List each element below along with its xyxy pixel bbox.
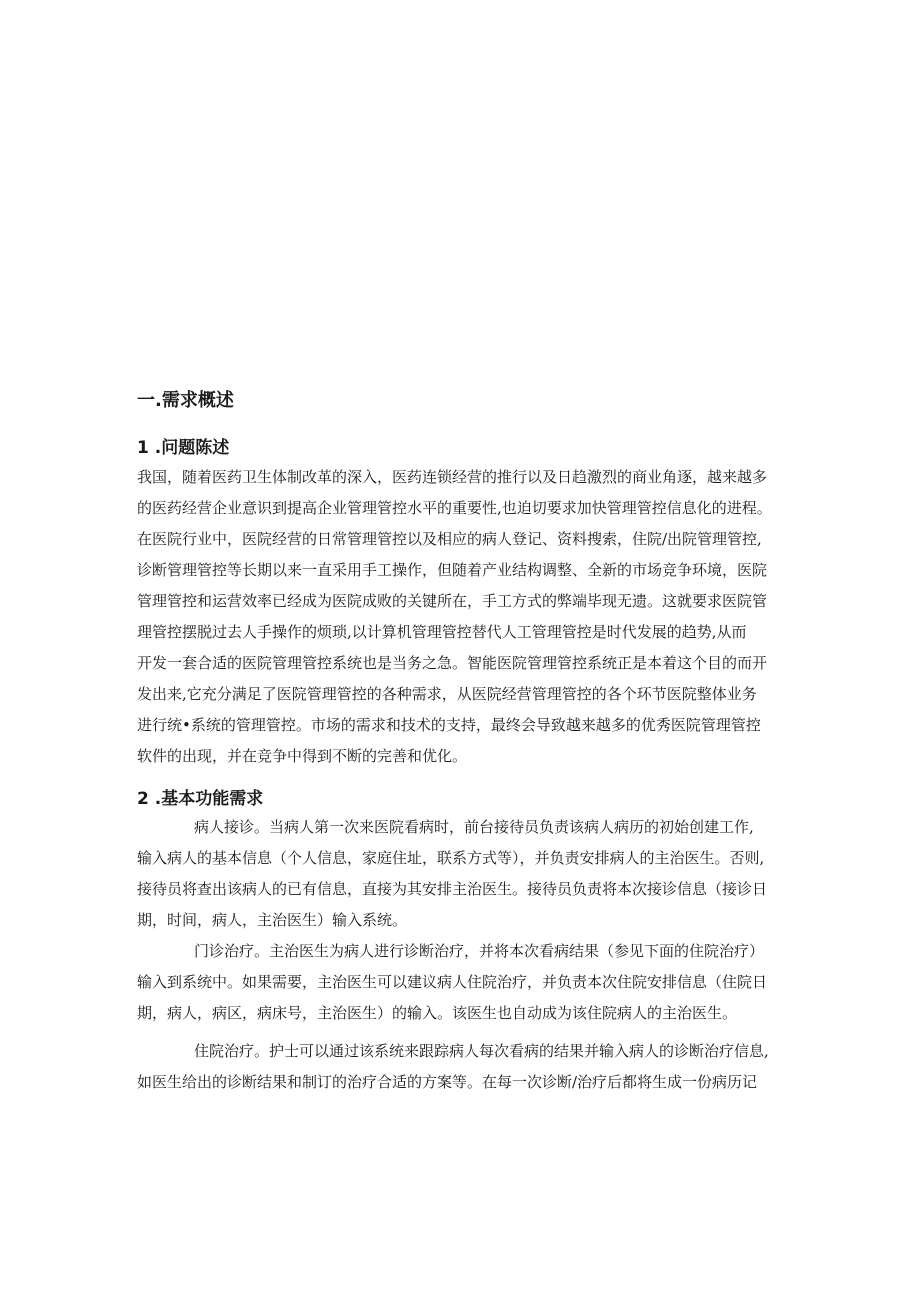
paragraph-line: 软件的出现，并在竞争中得到不断的完善和优化。 <box>137 747 468 765</box>
paragraph-line: 发出来,它充分满足了医院管理管控的各种需求，从医院经营管理管控的各个环节医院整体业务 <box>137 685 757 703</box>
paragraph-line: 我国，随着医药卫生体制改革的深入，医药连锁经营的推行以及日趋激烈的商业角逐，越来越多 <box>137 468 768 486</box>
paragraph-line: 进行统•系统的管理管控。市场的需求和技术的支持，最终会导致越来越多的优秀医院管理管控 <box>137 716 761 734</box>
paragraph-line: 的医药经营企业意识到提高企业管理管控水平的重要性,也迫切要求加快管理管控信息化的进程。 <box>137 499 772 517</box>
paragraph-line: 在医院行业中，医院经营的日常管理管控以及相应的病人登记、资料搜索，住院/出院管理管控, <box>137 530 762 548</box>
subsection-title-functions: 2 .基本功能需求 <box>137 789 264 809</box>
paragraph-line: 病人接诊。当病人第一次来医院看病时，前台接待员负责该病人病历的初始创建工作, <box>194 818 754 836</box>
paragraph-line: 诊断管理管控等长期以来一直采用手工操作，但随着产业结构调整、全新的市场竞争环境，医院 <box>137 561 768 579</box>
paragraph-line: 期，时间，病人，主治医生）输入系统。 <box>137 911 408 929</box>
paragraph-line: 输入病人的基本信息（个人信息，家庭住址，联系方式等），并负责安排病人的主治医生。否则, <box>137 849 765 867</box>
paragraph-line: 输入到系统中。如果需要，主治医生可以建议病人住院治疗，并负责本次住院安排信息（住院日 <box>137 973 768 991</box>
paragraph-line: 管理管控和运营效率已经成为医院成败的关键所在，手工方式的弊端毕现无遗。这就要求医院管 <box>137 592 768 610</box>
paragraph-line: 接待员将查出该病人的已有信息，直接为其安排主治医生。接待员负责将本次接诊信息（接诊日 <box>137 880 768 898</box>
section-title: 一.需求概述 <box>137 390 234 411</box>
paragraph-line: 住院治疗。护士可以通过该系统来跟踪病人每次看病的结果并输入病人的诊断治疗信息, <box>194 1042 769 1060</box>
paragraph-line: 期，病人，病区，病床号，主治医生）的输入。该医生也自动成为该住院病人的主治医生。 <box>137 1004 738 1022</box>
paragraph-line: 理管控摆脱过去人手操作的烦琐,以计算机管理管控替代人工管理管控是时代发展的趋势,从而 <box>137 623 747 641</box>
paragraph-line: 门诊治疗。主治医生为病人进行诊断治疗，并将本次看病结果（参见下面的住院治疗） <box>194 942 765 960</box>
paragraph-line: 开发一套合适的医院管理管控系统也是当务之急。智能医院管理管控系统正是本着这个目的而开 <box>137 654 768 672</box>
subsection-title-problem: 1 .问题陈述 <box>137 438 230 458</box>
paragraph-line: 如医生给出的诊断结果和制订的治疗合适的方案等。在每一次诊断/治疗后都将生成一份病历记 <box>137 1073 758 1091</box>
